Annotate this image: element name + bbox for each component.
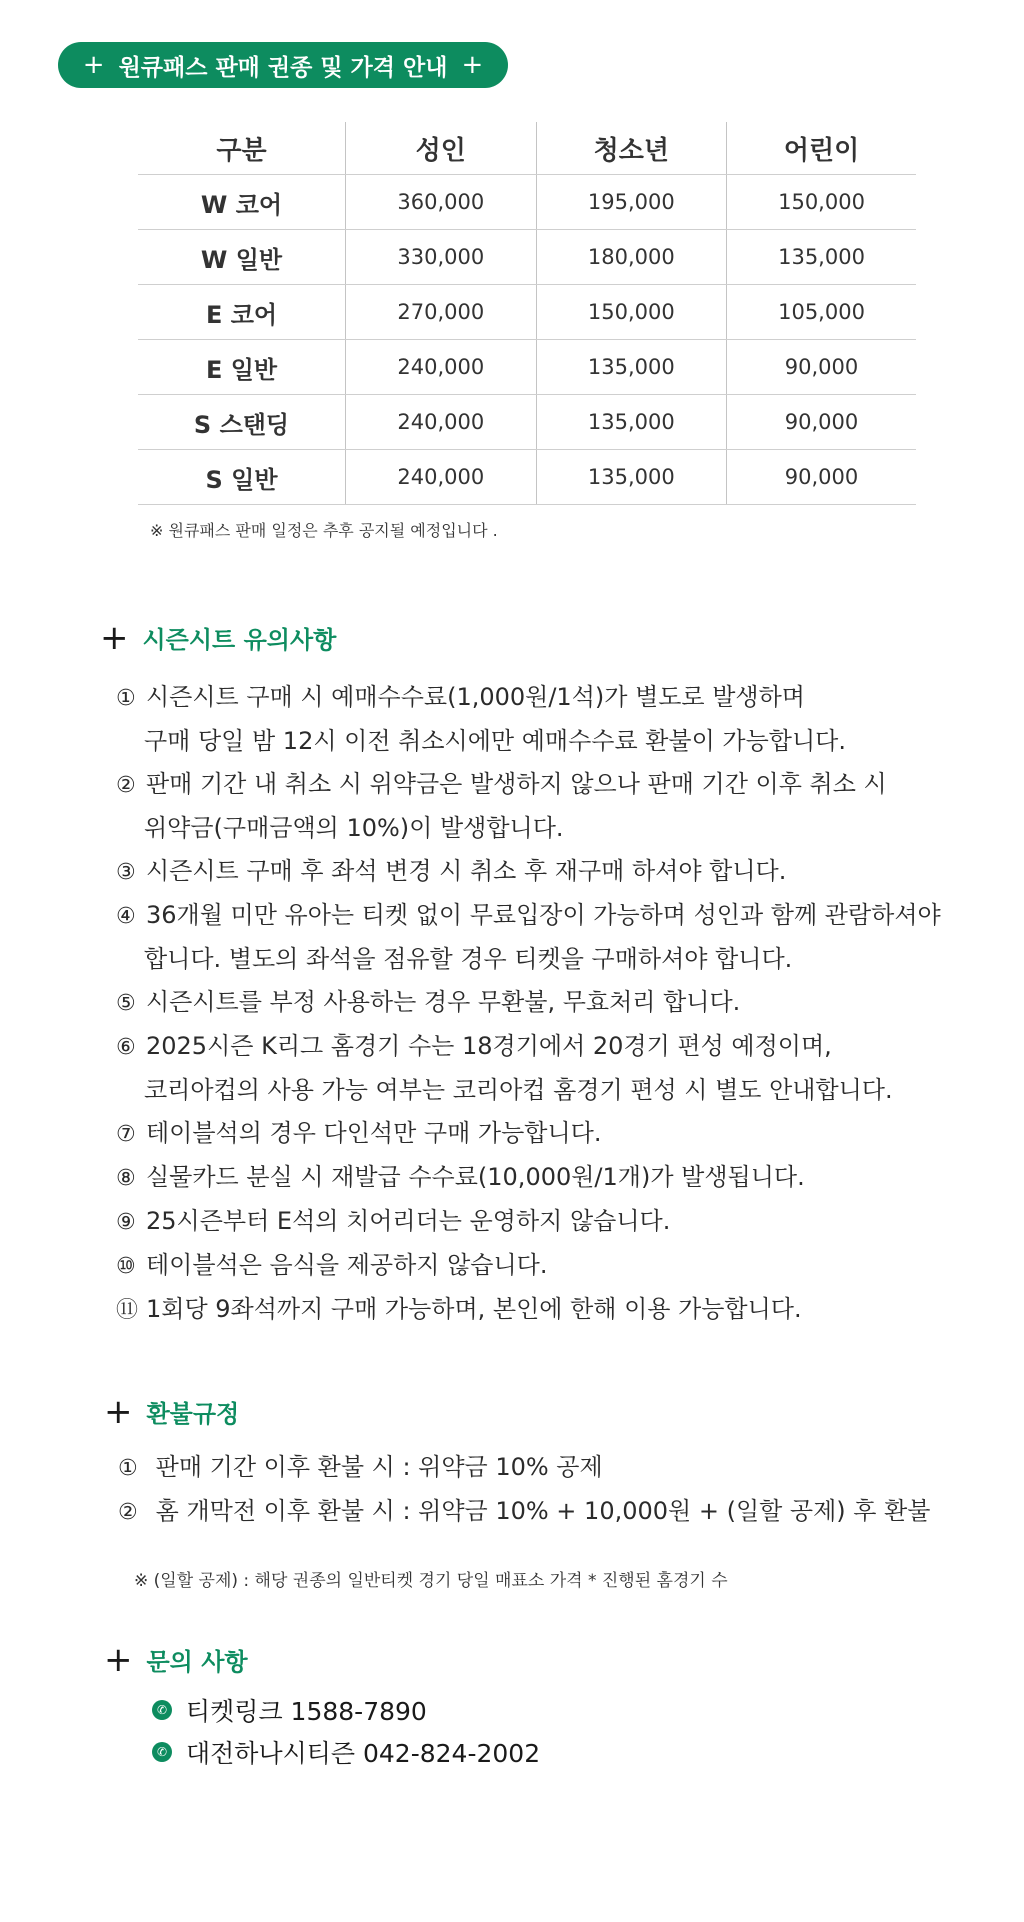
item-text-continued: 코리아컵의 사용 가능 여부는 코리아컵 홈경기 편성 시 별도 안내합니다. bbox=[144, 1076, 893, 1104]
item-text: 25시즌부터 E석의 치어리더는 운영하지 않습니다. bbox=[146, 1207, 671, 1235]
table-row bbox=[138, 340, 916, 395]
list-item bbox=[116, 1112, 941, 1156]
table-cell: 195,000 bbox=[536, 175, 727, 230]
table-header-row bbox=[138, 122, 916, 175]
table-cell: 135,000 bbox=[536, 340, 727, 395]
phone-icon: ✆ bbox=[152, 1700, 172, 1720]
price-table bbox=[138, 122, 916, 505]
item-number: ⑤ bbox=[116, 991, 136, 1016]
table-cell: 330,000 bbox=[346, 230, 537, 285]
item-text: 판매 기간 이후 환불 시 : 위약금 10% 공제 bbox=[155, 1453, 603, 1481]
item-number: ② bbox=[118, 1500, 138, 1525]
section-heading: 환불규정 bbox=[146, 1400, 240, 1428]
plus-icon: + bbox=[82, 50, 105, 80]
phone-icon: ✆ bbox=[152, 1742, 172, 1762]
table-cell: 135,000 bbox=[727, 230, 916, 285]
season-notice-list bbox=[116, 676, 941, 1332]
plus-icon: + bbox=[100, 617, 129, 658]
plus-icon: + bbox=[461, 50, 484, 80]
item-number: ⑧ bbox=[116, 1166, 136, 1191]
list-item bbox=[116, 763, 941, 807]
refund-note: ※ (일할 공제) : 해당 권종의 일반티켓 경기 당일 매표소 가격 * 진행된 홈경기 수 bbox=[134, 1571, 728, 1591]
contact-ticketlink bbox=[152, 1692, 427, 1728]
table-row bbox=[138, 175, 916, 230]
item-number: ⑨ bbox=[116, 1210, 136, 1235]
table-cell: 240,000 bbox=[346, 340, 537, 395]
plus-icon: + bbox=[104, 1639, 133, 1680]
page-title: 원큐패스 판매 권종 및 가격 안내 bbox=[118, 54, 448, 81]
row-header: W 코어 bbox=[138, 175, 346, 230]
item-text: 시즌시트를 부정 사용하는 경우 무환불, 무효처리 합니다. bbox=[146, 988, 741, 1016]
item-number: ⑦ bbox=[116, 1122, 136, 1147]
item-text: 실물카드 분실 시 재발급 수수료(10,000원/1개)가 발생됩니다. bbox=[146, 1163, 805, 1191]
item-text: 테이블석의 경우 다인석만 구매 가능합니다. bbox=[146, 1119, 602, 1147]
table-row bbox=[138, 285, 916, 340]
item-number: ④ bbox=[116, 904, 136, 929]
table-row bbox=[138, 395, 916, 450]
list-item bbox=[118, 1446, 930, 1490]
column-header: 어린이 bbox=[727, 122, 916, 175]
list-item bbox=[116, 1288, 941, 1332]
header-pill bbox=[58, 42, 508, 88]
item-text: 1회당 9좌석까지 구매 가능하며, 본인에 한해 이용 가능합니다. bbox=[146, 1295, 802, 1323]
table-cell: 105,000 bbox=[727, 285, 916, 340]
plus-icon: + bbox=[104, 1391, 133, 1432]
section-heading: 시즌시트 유의사항 bbox=[142, 626, 337, 654]
contact-text: 티켓링크 1588-7890 bbox=[186, 1697, 427, 1726]
table-cell: 360,000 bbox=[346, 175, 537, 230]
item-text-continued: 위약금(구매금액의 10%)이 발생합니다. bbox=[144, 814, 564, 842]
list-item bbox=[116, 1025, 941, 1069]
table-cell: 150,000 bbox=[536, 285, 727, 340]
item-number: ② bbox=[116, 773, 136, 798]
section-title-season bbox=[100, 617, 337, 658]
column-header: 청소년 bbox=[536, 122, 727, 175]
column-header: 성인 bbox=[346, 122, 537, 175]
item-text: 판매 기간 내 취소 시 위약금은 발생하지 않으나 판매 기간 이후 취소 시 bbox=[146, 770, 887, 798]
table-cell: 270,000 bbox=[346, 285, 537, 340]
item-text: 2025시즌 K리그 홈경기 수는 18경기에서 20경기 편성 예정이며, bbox=[146, 1032, 832, 1060]
contact-daejeon bbox=[152, 1734, 540, 1770]
item-text: 테이블석은 음식을 제공하지 않습니다. bbox=[146, 1251, 548, 1279]
table-cell: 240,000 bbox=[346, 450, 537, 505]
column-header: 구분 bbox=[138, 122, 346, 175]
item-text: 시즌시트 구매 후 좌석 변경 시 취소 후 재구매 하셔야 합니다. bbox=[146, 857, 787, 885]
list-item bbox=[116, 850, 941, 894]
item-number: ⑩ bbox=[116, 1254, 136, 1279]
price-note: ※ 원큐패스 판매 일정은 추후 공지될 예정입니다 . bbox=[150, 521, 498, 540]
item-number: ③ bbox=[116, 860, 136, 885]
item-text: 시즌시트 구매 시 예매수수료(1,000원/1석)가 별도로 발생하며 bbox=[146, 683, 805, 711]
section-title-refund bbox=[104, 1391, 240, 1432]
table-cell: 180,000 bbox=[536, 230, 727, 285]
table-row bbox=[138, 230, 916, 285]
section-title-inquiry bbox=[104, 1639, 248, 1680]
item-text: 36개월 미만 유아는 티켓 없이 무료입장이 가능하며 성인과 함께 관람하셔야 bbox=[146, 901, 941, 929]
table-cell: 150,000 bbox=[727, 175, 916, 230]
item-text-continued: 합니다. 별도의 좌석을 점유할 경우 티켓을 구매하셔야 합니다. bbox=[144, 945, 793, 973]
row-header: E 일반 bbox=[138, 340, 346, 395]
refund-list bbox=[118, 1446, 930, 1534]
list-item bbox=[118, 1490, 930, 1534]
section-heading: 문의 사항 bbox=[146, 1648, 248, 1676]
list-item bbox=[116, 1156, 941, 1200]
item-number: ① bbox=[118, 1456, 138, 1481]
contact-text: 대전하나시티즌 042-824-2002 bbox=[186, 1739, 541, 1768]
item-number: ⑥ bbox=[116, 1035, 136, 1060]
row-header: S 스탠딩 bbox=[138, 395, 346, 450]
list-item bbox=[116, 1244, 941, 1288]
row-header: E 코어 bbox=[138, 285, 346, 340]
list-item bbox=[116, 894, 941, 938]
table-cell: 90,000 bbox=[727, 450, 916, 505]
item-number: ① bbox=[116, 686, 136, 711]
item-number: ⑪ bbox=[116, 1298, 139, 1323]
table-cell: 90,000 bbox=[727, 340, 916, 395]
item-text-continued: 구매 당일 밤 12시 이전 취소시에만 예매수수료 환불이 가능합니다. bbox=[144, 727, 846, 755]
table-cell: 135,000 bbox=[536, 395, 727, 450]
list-item bbox=[116, 981, 941, 1025]
item-text: 홈 개막전 이후 환불 시 : 위약금 10% + 10,000원 + (일할 공제) 후 환불 bbox=[155, 1497, 931, 1525]
table-row bbox=[138, 450, 916, 505]
row-header: S 일반 bbox=[138, 450, 346, 505]
list-item bbox=[116, 676, 941, 720]
list-item bbox=[116, 1200, 941, 1244]
row-header: W 일반 bbox=[138, 230, 346, 285]
table-cell: 135,000 bbox=[536, 450, 727, 505]
table-cell: 240,000 bbox=[346, 395, 537, 450]
table-cell: 90,000 bbox=[727, 395, 916, 450]
